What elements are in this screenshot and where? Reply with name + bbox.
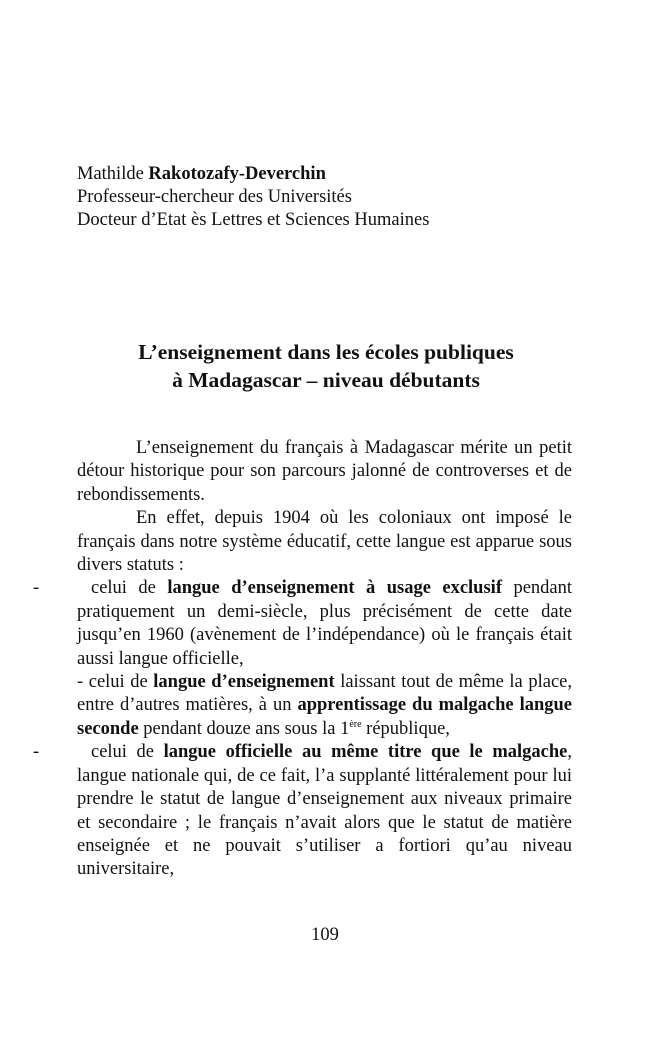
paragraph-1: L’enseignement du français à Madagascar mérite un petit détour historique pour son parcours jalonné de controverses et de rebondissements. — [77, 438, 572, 505]
item2-bold-2: apprentissage du malgache langue seconde — [77, 695, 572, 739]
item2-bold-1: langue d’enseignement — [153, 672, 335, 693]
item3-rest: , langue nationale qui, de ce fait, l’a supplanté littéralement pour lui prendre le statut de langue d’enseignement aux niveaux primaire et secondaire ; le français n’avait alors que le statut de matière enseignée et ne pouvait s’utiliser a fortiori qu’au niveau universitaire, — [77, 742, 572, 880]
list-dash: - — [33, 578, 40, 599]
title-line-2: à Madagascar – niveau débutants — [172, 368, 480, 392]
author-degree: Docteur d’Etat ès Lettres et Sciences Humaines — [77, 210, 430, 230]
title-line-1: L’enseignement dans les écoles publiques — [138, 340, 514, 364]
list-item-1 — [33, 577, 573, 671]
list-dash: - — [77, 672, 89, 693]
item2-rest: pendant douze ans sous la 1 — [138, 718, 350, 739]
item2-middle: laissant tout de même la place, entre d’autres matières, à un — [77, 672, 572, 716]
item2-lead: celui de — [88, 672, 154, 693]
item1-lead: celui de — [91, 578, 168, 599]
item3-lead: celui de — [91, 742, 164, 763]
author-name — [77, 163, 597, 186]
item1-bold: langue d’enseignement à usage exclusif — [167, 578, 502, 599]
author-block — [77, 163, 597, 232]
item2-end: république, — [361, 718, 450, 739]
list-item-2 — [77, 671, 572, 741]
author-last-name: Rakotozafy-Deverchin — [148, 164, 326, 184]
item3-bold: langue officielle au même titre que le malgache — [163, 742, 568, 763]
paragraph-2: En effet, depuis 1904 où les coloniaux ont imposé le français dans notre système éducatif, cette langue est apparue sous divers statuts : — [77, 508, 572, 576]
article-body — [33, 437, 573, 882]
author-first-name: Mathilde — [77, 164, 144, 184]
item1-rest: pendant pratiquement un demi-siècle, plus précisément de cette date jusqu’en 1960 (avènement de l’indépendance) où le français était aussi langue officielle, — [77, 578, 573, 669]
author-position: Professeur-chercheur des Universités — [77, 187, 352, 207]
page-number: 109 — [311, 925, 339, 945]
article-title — [40, 338, 612, 394]
list-dash: - — [33, 742, 40, 763]
list-item-3 — [33, 741, 572, 881]
ordinal-superscript: ère — [349, 718, 362, 730]
